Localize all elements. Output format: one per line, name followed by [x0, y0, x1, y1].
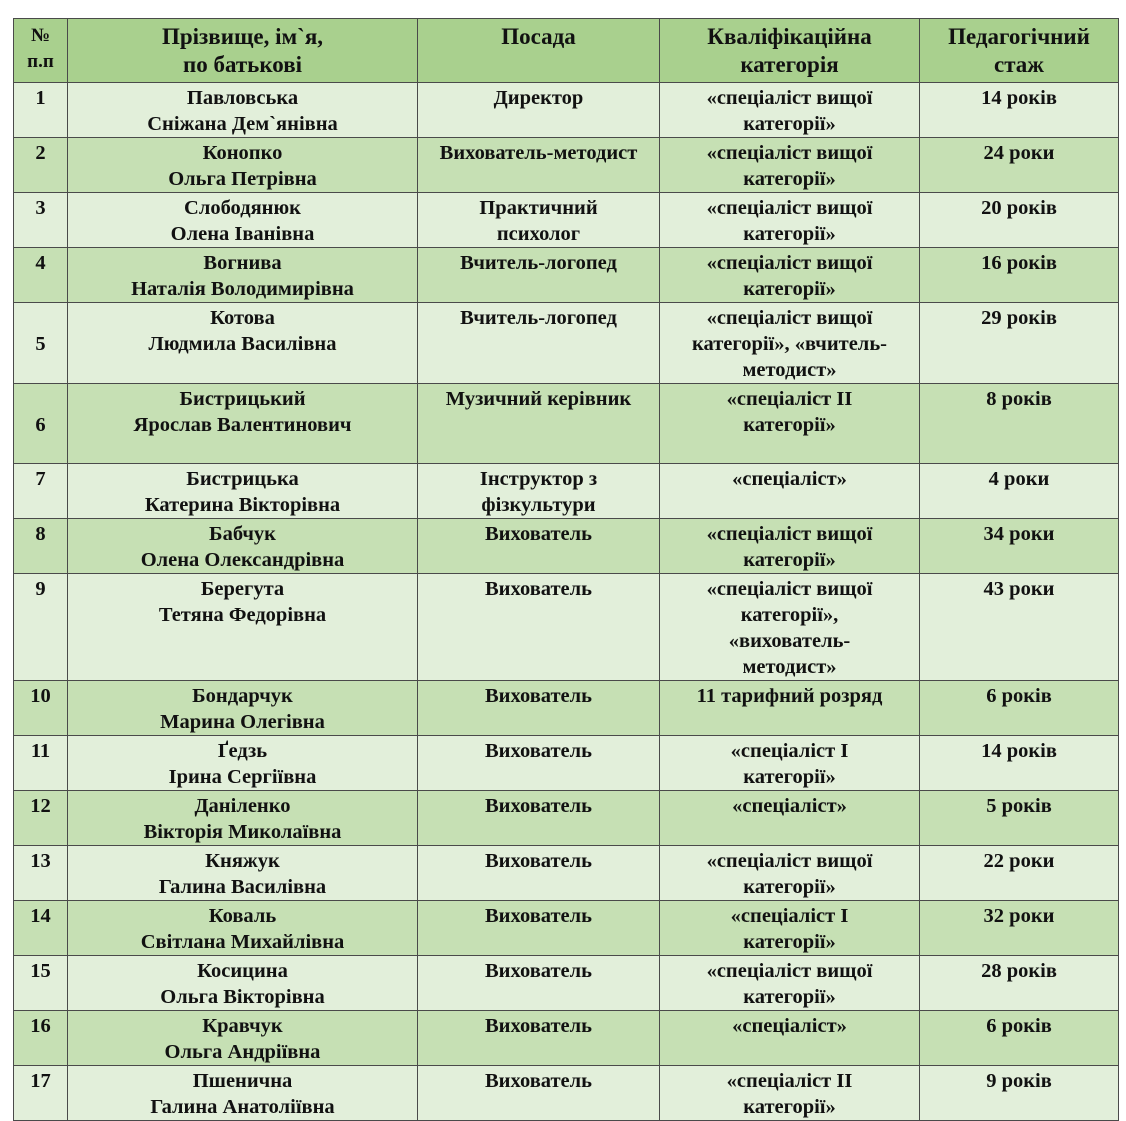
qualification-category-cell: «спеціаліст вищої категорії» [660, 138, 920, 193]
position-cell: Вихователь [418, 1066, 660, 1121]
row-number-cell: 5 [14, 303, 68, 384]
row-number-cell: 4 [14, 248, 68, 303]
teaching-experience-cell: 6 років [920, 1011, 1119, 1066]
full-name-cell: Вогнива Наталія Володимирівна [68, 248, 418, 303]
row-number-cell: 16 [14, 1011, 68, 1066]
row-number-cell: 14 [14, 901, 68, 956]
full-name-cell: Слободянюк Олена Іванівна [68, 193, 418, 248]
row-number-cell: 13 [14, 846, 68, 901]
header-full-name: Прізвище, ім`я, по батькові [68, 19, 418, 83]
position-cell: Вчитель-логопед [418, 248, 660, 303]
teaching-experience-cell: 43 роки [920, 574, 1119, 681]
teaching-experience-cell: 14 років [920, 736, 1119, 791]
position-cell: Вихователь [418, 681, 660, 736]
teaching-experience-cell: 29 років [920, 303, 1119, 384]
qualification-category-cell: «спеціаліст ІІ категорії» [660, 1066, 920, 1121]
position-cell: Вихователь [418, 846, 660, 901]
staff-table [13, 18, 1119, 1121]
position-cell: Вихователь [418, 1011, 660, 1066]
row-number-cell: 8 [14, 519, 68, 574]
row-number-cell: 9 [14, 574, 68, 681]
qualification-category-cell: «спеціаліст вищої категорії» [660, 519, 920, 574]
row-number-cell: 17 [14, 1066, 68, 1121]
row-number-cell: 11 [14, 736, 68, 791]
row-number-cell: 3 [14, 193, 68, 248]
position-cell: Інструктор з фізкультури [418, 464, 660, 519]
position-cell: Вчитель-логопед [418, 303, 660, 384]
header-position: Посада [418, 19, 660, 83]
table-body [14, 83, 1119, 1121]
table-row [14, 1011, 1119, 1066]
full-name-cell: Берегута Тетяна Федорівна [68, 574, 418, 681]
full-name-cell: Бабчук Олена Олександрівна [68, 519, 418, 574]
qualification-category-cell: «спеціаліст вищої категорії» [660, 248, 920, 303]
qualification-category-cell: «спеціаліст вищої категорії» [660, 193, 920, 248]
row-number-cell: 2 [14, 138, 68, 193]
header-qualification-category: Кваліфікаційна категорія [660, 19, 920, 83]
teaching-experience-cell: 6 років [920, 681, 1119, 736]
table-row [14, 681, 1119, 736]
teaching-experience-cell: 9 років [920, 1066, 1119, 1121]
row-number-cell: 7 [14, 464, 68, 519]
teaching-experience-cell: 22 роки [920, 846, 1119, 901]
row-number-cell: 6 [14, 384, 68, 464]
table-row [14, 193, 1119, 248]
full-name-cell: Княжук Галина Василівна [68, 846, 418, 901]
table-row [14, 574, 1119, 681]
staff-table-container [13, 18, 1118, 1121]
table-row [14, 303, 1119, 384]
header-number: № п.п [14, 19, 68, 83]
qualification-category-cell: «спеціаліст І категорії» [660, 901, 920, 956]
table-row [14, 846, 1119, 901]
row-number-cell: 12 [14, 791, 68, 846]
qualification-category-cell: «спеціаліст ІІ категорії» [660, 384, 920, 464]
position-cell: Вихователь [418, 736, 660, 791]
position-cell: Вихователь-методист [418, 138, 660, 193]
qualification-category-cell: «спеціаліст» [660, 791, 920, 846]
teaching-experience-cell: 32 роки [920, 901, 1119, 956]
qualification-category-cell: «спеціаліст вищої категорії», «вчитель- методист» [660, 303, 920, 384]
full-name-cell: Конопко Ольга Петрівна [68, 138, 418, 193]
teaching-experience-cell: 24 роки [920, 138, 1119, 193]
teaching-experience-cell: 28 років [920, 956, 1119, 1011]
position-cell: Практичний психолог [418, 193, 660, 248]
position-cell: Вихователь [418, 956, 660, 1011]
table-row [14, 901, 1119, 956]
qualification-category-cell: «спеціаліст вищої категорії» [660, 956, 920, 1011]
full-name-cell: Бистрицька Катерина Вікторівна [68, 464, 418, 519]
qualification-category-cell: «спеціаліст І категорії» [660, 736, 920, 791]
teaching-experience-cell: 14 років [920, 83, 1119, 138]
qualification-category-cell: 11 тарифний розряд [660, 681, 920, 736]
row-number-cell: 15 [14, 956, 68, 1011]
teaching-experience-cell: 16 років [920, 248, 1119, 303]
full-name-cell: Бистрицький Ярослав Валентинович [68, 384, 418, 464]
table-row [14, 464, 1119, 519]
qualification-category-cell: «спеціаліст вищої категорії» [660, 83, 920, 138]
table-row [14, 83, 1119, 138]
position-cell: Музичний керівник [418, 384, 660, 464]
table-row [14, 791, 1119, 846]
table-row [14, 736, 1119, 791]
teaching-experience-cell: 4 роки [920, 464, 1119, 519]
row-number-cell: 10 [14, 681, 68, 736]
full-name-cell: Павловська Сніжана Дем`янівна [68, 83, 418, 138]
table-row [14, 1066, 1119, 1121]
full-name-cell: Косицина Ольга Вікторівна [68, 956, 418, 1011]
table-row [14, 519, 1119, 574]
position-cell: Директор [418, 83, 660, 138]
full-name-cell: Пшенична Галина Анатоліївна [68, 1066, 418, 1121]
full-name-cell: Даніленко Вікторія Миколаївна [68, 791, 418, 846]
table-row [14, 248, 1119, 303]
teaching-experience-cell: 8 років [920, 384, 1119, 464]
table-row [14, 384, 1119, 464]
teaching-experience-cell: 34 роки [920, 519, 1119, 574]
table-row [14, 956, 1119, 1011]
position-cell: Вихователь [418, 791, 660, 846]
row-number-cell: 1 [14, 83, 68, 138]
position-cell: Вихователь [418, 574, 660, 681]
full-name-cell: Коваль Світлана Михайлівна [68, 901, 418, 956]
table-header-row [14, 19, 1119, 83]
qualification-category-cell: «спеціаліст вищої категорії» [660, 846, 920, 901]
position-cell: Вихователь [418, 519, 660, 574]
table-row [14, 138, 1119, 193]
full-name-cell: Бондарчук Марина Олегівна [68, 681, 418, 736]
teaching-experience-cell: 5 років [920, 791, 1119, 846]
header-teaching-experience: Педагогічний стаж [920, 19, 1119, 83]
full-name-cell: Ґедзь Ірина Сергіївна [68, 736, 418, 791]
qualification-category-cell: «спеціаліст» [660, 464, 920, 519]
qualification-category-cell: «спеціаліст вищої категорії», «вихователь- методист» [660, 574, 920, 681]
position-cell: Вихователь [418, 901, 660, 956]
qualification-category-cell: «спеціаліст» [660, 1011, 920, 1066]
full-name-cell: Кравчук Ольга Андріївна [68, 1011, 418, 1066]
full-name-cell: Котова Людмила Василівна [68, 303, 418, 384]
teaching-experience-cell: 20 років [920, 193, 1119, 248]
